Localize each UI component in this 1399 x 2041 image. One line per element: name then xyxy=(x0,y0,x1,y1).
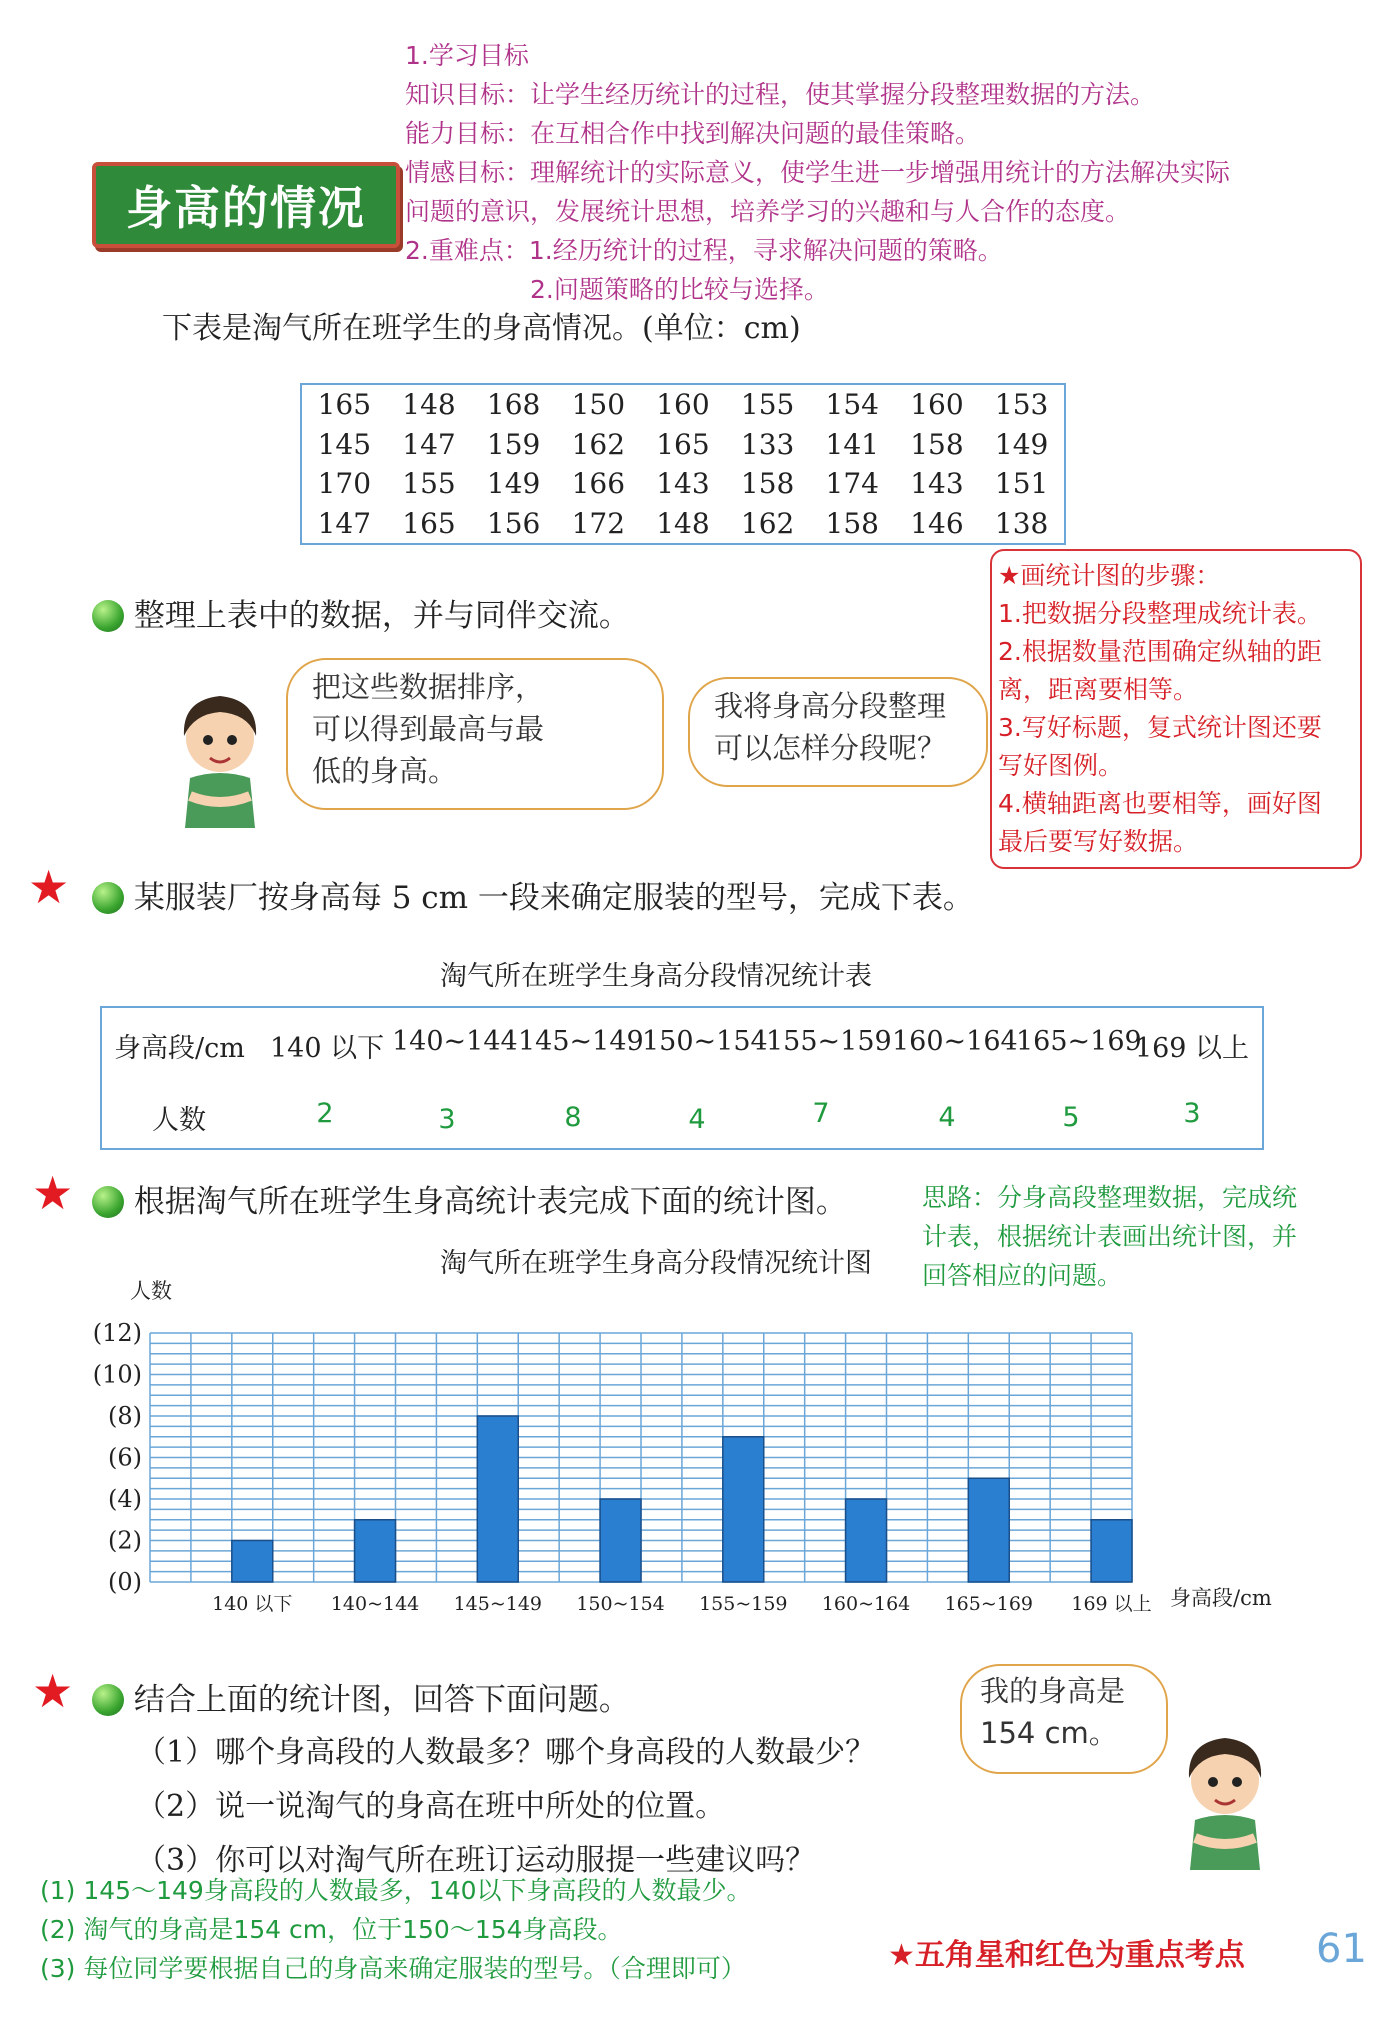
y-tick-label: (2) xyxy=(108,1526,142,1555)
table-row: 147 165 156 172 148 162 158 146 138 xyxy=(317,506,1049,540)
task-organize-data: 整理上表中的数据，并与同伴交流。 xyxy=(92,590,630,635)
x-tick-label: 140~144 xyxy=(330,1593,420,1615)
chart-title: 淘气所在班学生身高分段情况统计图 xyxy=(440,1248,872,1279)
answer: (1) 145～149身高段的人数最多，140以下身高段的人数最少。 xyxy=(40,1876,752,1905)
bar xyxy=(723,1437,764,1582)
bar xyxy=(477,1416,518,1582)
x-tick-label: 145~149 xyxy=(453,1593,543,1615)
bullet-icon xyxy=(92,1684,124,1716)
bar xyxy=(600,1499,641,1582)
y-tick-label: (6) xyxy=(108,1443,142,1472)
y-axis-label: 人数 xyxy=(130,1279,172,1303)
learning-goals xyxy=(405,36,1230,309)
task-complete-table: 某服装厂按身高每 5 cm 一段来确定服装的型号，完成下表。 xyxy=(92,872,974,917)
goal-line: 问题的意识，发展统计思想，培养学习的兴趣和与人合作的态度。 xyxy=(405,197,1131,226)
x-tick-label: 150~154 xyxy=(576,1593,665,1615)
goal-line: 知识目标：让学生经历统计的过程，使其掌握分段整理数据的方法。 xyxy=(405,80,1156,109)
speech-bubble-height: 我的身高是 154 cm。 xyxy=(960,1664,1168,1774)
task-complete-chart: 根据淘气所在班学生身高统计表完成下面的统计图。 xyxy=(92,1176,847,1221)
intro-text: 下表是淘气所在班学生的身高情况。(单位：cm) xyxy=(162,311,801,346)
bar xyxy=(1091,1520,1132,1582)
speech-bubble-group: 我将身高分段整理 可以怎样分段呢？ xyxy=(688,677,988,787)
key-point-note: ★五角星和红色为重点考点 xyxy=(888,1938,1245,1973)
bullet-icon xyxy=(92,600,124,632)
y-tick-label: (0) xyxy=(108,1568,142,1596)
x-tick-label: 160~164 xyxy=(821,1593,911,1615)
star-icon: ★ xyxy=(28,860,70,914)
goal-line: 2.重难点：1.经历统计的过程，寻求解决问题的策略。 xyxy=(405,236,1003,265)
table-row: 170 155 149 166 143 158 174 143 151 xyxy=(317,467,1049,501)
x-tick-label: 140 以下 xyxy=(212,1593,293,1615)
goal-line: 2.问题策略的比较与选择。 xyxy=(405,275,829,304)
answer: (2) 淘气的身高是154 cm，位于150～154身高段。 xyxy=(40,1915,623,1944)
bar xyxy=(355,1520,396,1582)
bullet-icon xyxy=(92,1186,124,1218)
answer-list xyxy=(40,1871,752,1988)
table-row: 145 147 159 162 165 133 141 158 149 xyxy=(317,427,1049,461)
question-list xyxy=(136,1726,875,1888)
page-number: 61 xyxy=(1316,1926,1367,1972)
idea-note: 思路：分身高段整理数据，完成统 计表，根据统计表画出统计图，并 回答相应的问题。 xyxy=(922,1183,1298,1290)
frequency-table: 身高段/cm 140 以下 140~144 145~149 150~154 155~159 160~164 165~169 169 以上 人数 2 3 8 4 7 4 5 3 xyxy=(100,1006,1264,1150)
answer: (3) 每位同学要根据自己的身高来确定服装的型号。（合理即可） xyxy=(40,1954,746,1983)
bar xyxy=(232,1541,273,1583)
header-cell: 身高段/cm xyxy=(114,1033,245,1064)
x-axis-label: 身高段/cm xyxy=(1170,1586,1272,1610)
y-tick-label: (4) xyxy=(108,1485,142,1513)
speech-bubble-sort: 把这些数据排序， 可以得到最高与最 低的身高。 xyxy=(286,658,664,810)
y-tick-label: (10) xyxy=(92,1360,142,1389)
bar xyxy=(846,1499,887,1582)
table-row: 165 148 168 150 160 155 154 160 153 xyxy=(317,388,1049,422)
chart-steps-note: ★画统计图的步骤： 1.把数据分段整理成统计表。 2.根据数量范围确定纵轴的距 离，距离要相等。 3.写好标题，复式统计图还要 写好图例。 4.横轴距离也要相等，画好图 最后要写好数据。 xyxy=(990,549,1362,869)
goal-line: 情感目标：理解统计的实际意义，使学生进一步增强用统计的方法解决实际 xyxy=(405,158,1231,187)
header-cell: 人数 xyxy=(152,1105,206,1136)
height-data-table xyxy=(300,383,1066,545)
question: （1）哪个身高段的人数最多？哪个身高段的人数最少？ xyxy=(136,1735,876,1770)
star-icon: ★ xyxy=(32,1166,74,1220)
x-tick-label: 165~169 xyxy=(944,1593,1034,1615)
y-tick-label: (8) xyxy=(108,1402,142,1430)
question: （2）说一说淘气的身高在班中所处的位置。 xyxy=(136,1789,726,1824)
y-tick-label: (12) xyxy=(92,1319,142,1347)
boy-icon xyxy=(1160,1720,1290,1870)
star-icon: ★ xyxy=(32,1664,74,1718)
table-caption: 淘气所在班学生身高分段情况统计表 xyxy=(440,961,872,992)
x-tick-label: 169 以上 xyxy=(1071,1593,1152,1615)
bar xyxy=(968,1478,1009,1582)
task-answer-questions: 结合上面的统计图，回答下面问题。 xyxy=(92,1674,630,1719)
question: （3）你可以对淘气所在班订运动服提一些建议吗？ xyxy=(136,1843,816,1878)
goal-line: 能力目标：在互相合作中找到解决问题的最佳策略。 xyxy=(405,119,981,148)
x-tick-label: 155~159 xyxy=(699,1593,788,1615)
bullet-icon xyxy=(92,882,124,914)
bar-chart xyxy=(60,1240,1300,1630)
goal-line: 1.学习目标 xyxy=(405,41,529,70)
boy-icon xyxy=(160,678,280,828)
lesson-title: 身高的情况 xyxy=(92,162,400,248)
